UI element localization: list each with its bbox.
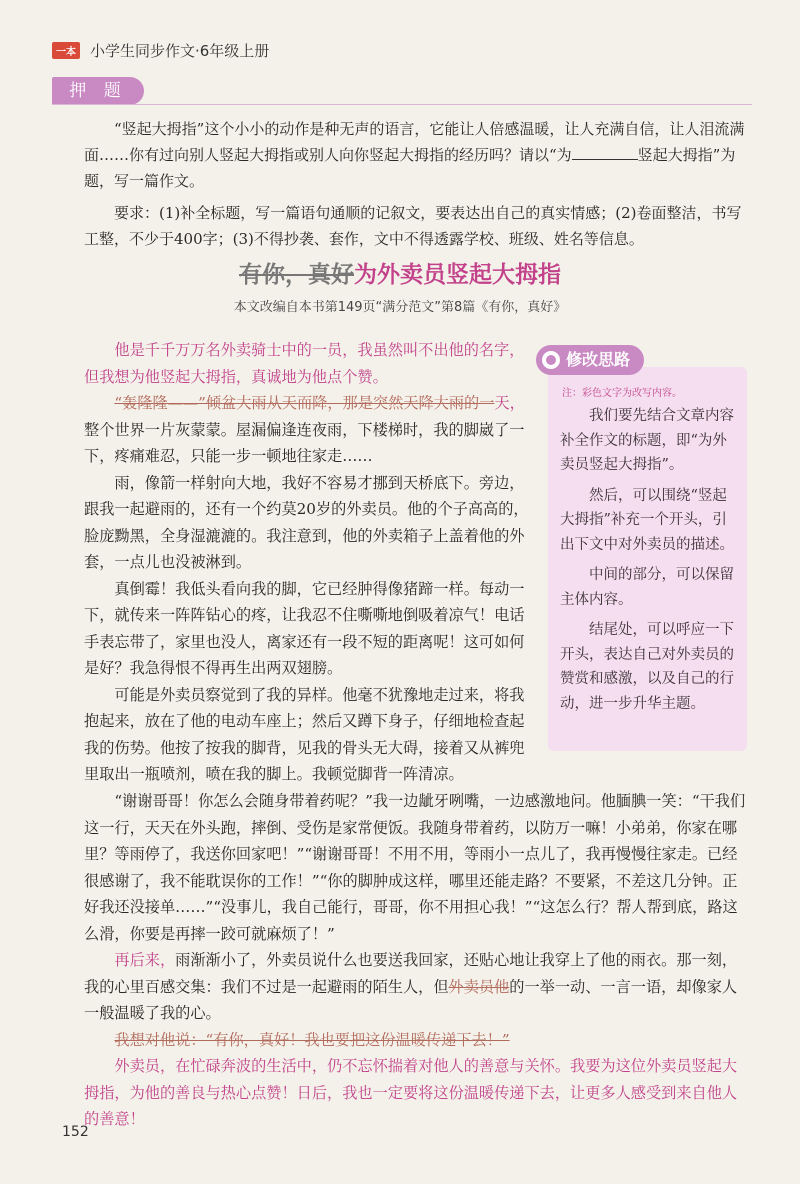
revision-tip: 中间的部分，可以保留主体内容。 [560, 567, 734, 608]
topic-intro [84, 116, 750, 252]
page-number: 152 [62, 1124, 89, 1140]
topic-requirements: 要求：(1)补全标题，写一篇语句通顺的记叙文，要表达出自己的真实情感；(2)卷面整洁，书写工整，不少于400字；(3)不得抄袭、套作，文中不得透露学校、班级、姓名等信息。 [84, 204, 742, 248]
bulb-icon [542, 351, 560, 369]
title-blank [572, 145, 638, 160]
series-badge: 一本 [52, 42, 80, 59]
essay-paragraph: 雨，像箭一样射向大地，我好不容易才挪到天桥底下。旁边，跟我一起避雨的，还有一个约莫20岁的外卖员。他的个子高高的，脸庞黝黑，全身湿漉漉的。我注意到，他的外卖箱子上盖着他的外套，一点儿也没被淋到。 [84, 473, 529, 571]
revision-tip: 然后，可以围绕“竖起大拇指”补充一个开头，引出下文中对外卖员的描述。 [560, 487, 734, 553]
topic-divider [52, 104, 752, 105]
revision-tip: 结尾处，可以呼应一下开头，表达自己对外卖员的赞赏和感激，以及自己的行动，进一步升华主题。 [560, 622, 734, 712]
added-text: 再后来， [114, 951, 176, 969]
essay-paragraph: 真倒霉！我低头看向我的脚，它已经肿得像猪蹄一样。每动一下，就传来一阵阵钻心的疼，让我忍不住嘶嘶地倒吸着凉气！电话手表忘带了，家里也没人，离家还有一段不短的距离呢！这可如何是好？我急得恨不得再生出两双翅膀。 [84, 579, 525, 677]
struck-text: 外卖员他 [448, 977, 510, 996]
page-header [52, 40, 269, 61]
revision-panel-label: 修改思路 [536, 345, 644, 375]
essay-title [0, 256, 800, 289]
revision-tips [560, 404, 738, 722]
topic-prompt: “竖起大拇指”这个小小的动作是种无声的语言，它能让人倍感温暖，让人充满自信，让人泪流满面……你有过向别人竖起大拇指或别人向你竖起大拇指的经历吗？请以“为 竖起大拇指”为题，写一篇作文。 [84, 120, 745, 190]
essay-body-lower [84, 788, 750, 1133]
topic-label: 押 题 [52, 77, 144, 105]
struck-text: “轰隆隆——”倾盆大雨从天而降，那是突然天降大雨的一 [114, 394, 495, 412]
revision-tip: 我们要先结合文章内容补全作文的标题，即“为外卖员竖起大拇指”。 [560, 408, 734, 473]
book-title: 小学生同步作文·6年级上册 [90, 42, 270, 60]
revision-note: 注：彩色文字为改写内容。 [562, 388, 682, 399]
essay-source: 本文改编自本书第149页“满分范文”第8篇《有你，真好》 [233, 300, 567, 315]
essay-paragraph: 再后来，雨渐渐小了，外卖员说什么也要送我回家，还贴心地让我穿上了他的雨衣。那一刻，我的心里百感交集：我们不过是一起避雨的陌生人，但外卖员他的一举一动、一言一语，却像家人一般温暖了我的心。 [84, 951, 738, 1022]
struck-text: 我想对他说：“有你，真好！我也要把这份温暖传递下去！” [114, 1030, 510, 1049]
essay-paragraph: “轰隆隆——”倾盆大雨从天而降，那是突然天降大雨的一天，整个世界一片灰蒙蒙。屋漏偏逢连夜雨，下楼梯时，我的脚崴了一下，疼痛难忍，只能一步一顿地往家走…… [84, 394, 525, 465]
essay-title-old: 有你，真好 [239, 261, 354, 288]
essay-paragraph: “谢谢哥哥！你怎么会随身带着药呢？”我一边龇牙咧嘴，一边感激地问。他腼腆一笑：“干我们这一行，天天在外头跑，摔倒、受伤是家常便饭。我随身带着药，以防万一嘛！小弟弟，你家在哪里？等雨停了，我送你回家吧！”“谢谢哥哥！不用不用，等雨小一点儿了，我再慢慢往家走。已经很感谢了，我不能耽误你的工作！”“你的脚肿成这样，哪里还能走路？不要紧，不差这几分钟。正好我还没接单……”“没事儿，我自己能行，哥哥，你不用担心我！”“这怎么行？帮人帮到底，路这么滑，你要是再摔一跤可就麻烦了！” [84, 792, 746, 943]
essay-paragraph: 可能是外卖员察觉到了我的异样。他毫不犹豫地走过来，将我抱起来，放在了他的电动车座上；然后又蹲下身子，仔细地检查起我的伤势。他按了按我的脚背，见我的骨头无大碍，接着又从裤兜里取出一瓶喷剂，喷在我的脚上。我顿觉脚背一阵清凉。 [84, 685, 525, 783]
essay-body-upper [84, 337, 536, 788]
added-text: 天， [494, 394, 525, 412]
essay-paragraph: 他是千千万万名外卖骑士中的一员，我虽然叫不出他的名字，但我想为他竖起大拇指，真诚地为他点个赞。 [84, 341, 525, 386]
essay-title-new: 为外卖员竖起大拇指 [354, 261, 561, 288]
essay-paragraph: 外卖员，在忙碌奔波的生活中，仍不忘怀揣着对他人的善意与关怀。我要为这位外卖员竖起大拇指，为他的善良与热心点赞！日后，我也一定要将这份温暖传递下去，让更多人感受到来自他人的善意！ [84, 1057, 738, 1128]
essay-paragraph [84, 1027, 750, 1054]
